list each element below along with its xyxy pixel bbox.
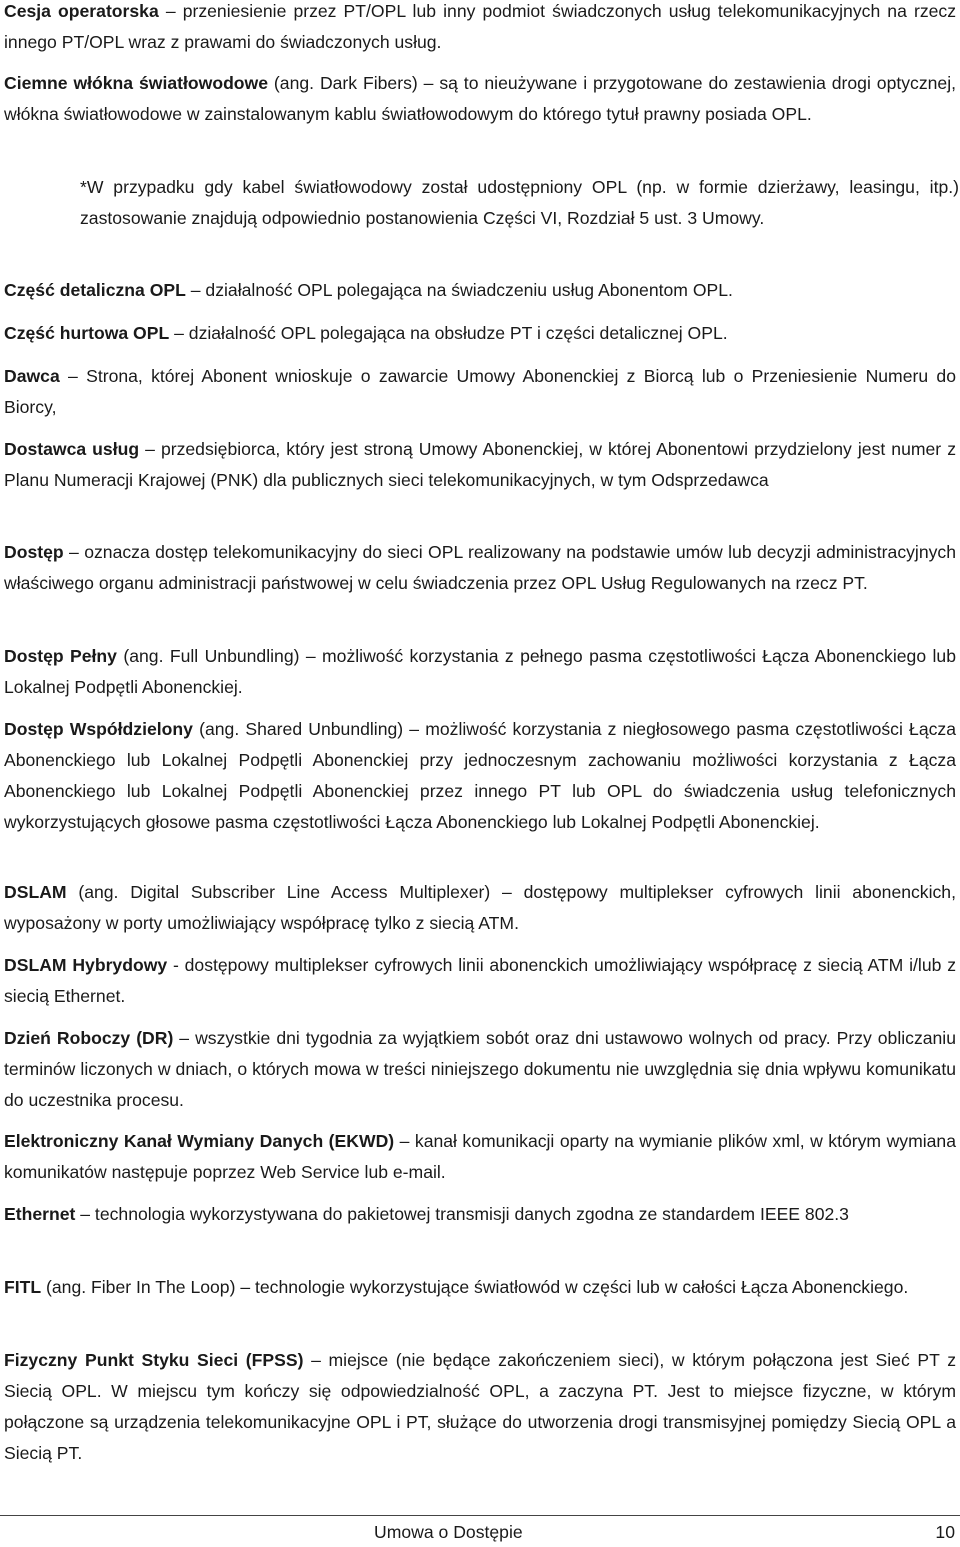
definition-fitl [4, 1272, 956, 1303]
definition-dostep-pelny [4, 641, 956, 703]
definition-dostep-wspoldzielony [4, 714, 956, 838]
definition-dzien-roboczy [4, 1023, 956, 1116]
definition-text: (ang. Digital Subscriber Line Access Multiplexer) – dostępowy multiplekser cyfrowych linii abonenckich, wyposażony w porty umożliwiający współpracę tylko z siecią ATM. [4, 882, 956, 933]
definition-term: Dawca [4, 366, 60, 386]
definition-text: – działalność OPL polegająca na obsłudze PT i części detalicznej OPL. [169, 323, 728, 343]
definition-term: FITL [4, 1277, 42, 1297]
definition-term: DSLAM [4, 882, 67, 902]
definition-term: Fizyczny Punkt Styku Sieci (FPSS) [4, 1350, 304, 1370]
definition-text: – działalność OPL polegająca na świadczeniu usług Abonentom OPL. [185, 280, 733, 300]
definition-term: Dzień Roboczy (DR) [4, 1028, 174, 1048]
definition-term: Elektroniczny Kanał Wymiany Danych (EKWD) [4, 1131, 395, 1151]
definition-term: DSLAM Hybrydowy [4, 955, 168, 975]
definition-term: Ciemne włókna światłowodowe [4, 73, 269, 93]
definition-term: Dostęp Współdzielony [4, 719, 193, 739]
definition-term: Dostęp Pełny [4, 646, 117, 666]
footer-document-title: Umowa o Dostępie [374, 1522, 523, 1542]
definition-dostep [4, 537, 956, 599]
footnote-text: *W przypadku gdy kabel światłowodowy został udostępniony OPL (np. w formie dzierżawy, leasingu, itp.) zastosowanie znajdują odpowiednio postanowienia Części VI, Rozdział 5 ust. 3 Umowy. [80, 177, 959, 228]
definition-text: – miejsce (nie będące zakończeniem sieci), w którym połączona jest Sieć PT z Siecią OPL. W miejscu tym kończy się odpowiedzialność OPL, a zaczyna PT. Jest to miejsce fizyczne, w którym połączone są urządzenia telekomunikacyjne OPL i PT, służące do utworzenia drogi transmisyjnej pomiędzy Siecią OPL a Siecią PT. [4, 1350, 956, 1463]
definition-term: Dostawca usług [4, 439, 140, 459]
definition-text: – technologia wykorzystywana do pakietowej transmisji danych zgodna ze standardem IEEE 802.3 [75, 1204, 849, 1224]
definition-text: – kanał komunikacji oparty na wymianie plików xml, w którym wymiana komunikatów następuje poprzez Web Service lub e-mail. [4, 1131, 956, 1182]
definition-text: (ang. Full Unbundling) – możliwość korzystania z pełnego pasma częstotliwości Łącza Abonenckiego lub Lokalnej Podpętli Abonenckiej. [4, 646, 956, 697]
footnote-kabel-swiatlowodowy [80, 172, 959, 234]
definition-dslam-hybrydowy [4, 950, 956, 1012]
footer-divider [0, 1515, 960, 1516]
definition-term: Część detaliczna OPL [4, 280, 186, 300]
definition-ekwd [4, 1126, 956, 1188]
definition-term: Ethernet [4, 1204, 76, 1224]
definition-text: – przedsiębiorca, który jest stroną Umowy Abonenckiej, w której Abonentowi przydzielony jest numer z Planu Numeracji Krajowej (PNK) dla publicznych sieci telekomunikacyjnych, w tym Odsprzedawca [4, 439, 956, 490]
definition-text: (ang. Fiber In The Loop) – technologie wykorzystujące światłowód w części lub w całości Łącza Abonenckiego. [41, 1277, 909, 1297]
definition-ethernet [4, 1199, 956, 1230]
definition-cesja-operatorska [4, 0, 956, 58]
definition-dslam [4, 877, 956, 939]
definition-czesc-detaliczna [4, 275, 956, 306]
definition-czesc-hurtowa [4, 318, 956, 349]
definition-text: - dostępowy multiplekser cyfrowych linii abonenckich umożliwiający współpracę z siecią ATM i/lub z siecią Ethernet. [4, 955, 956, 1006]
definition-term: Część hurtowa OPL [4, 323, 170, 343]
definition-text: (ang. Dark Fibers) – są to nieużywane i przygotowane do zestawienia drogi optycznej, włókna światłowodowe w zainstalowanym kablu światłowodowym do którego tytuł prawny posiada OPL. [4, 73, 956, 124]
definition-term: Dostęp [4, 542, 64, 562]
page-number: 10 [935, 1522, 955, 1542]
definition-term: Cesja operatorska [4, 1, 159, 21]
definition-dawca [4, 361, 956, 423]
definition-text: – Strona, której Abonent wnioskuje o zawarcie Umowy Abonenckiej z Biorcą lub o Przeniesienie Numeru do Biorcy, [4, 366, 956, 417]
definition-fpss [4, 1345, 956, 1469]
definition-dostawca-uslug [4, 434, 956, 496]
definition-text: – wszystkie dni tygodnia za wyjątkiem sobót oraz dni ustawowo wolnych od pracy. Przy obliczaniu terminów liczonych w dniach, o których mowa w treści niniejszego dokumentu nie uwzględnia się dnia wpływu komunikatu do uczestnika procesu. [4, 1028, 956, 1110]
definition-text: – przeniesienie przez PT/OPL lub inny podmiot świadczonych usług telekomunikacyjnych na rzecz innego PT/OPL wraz z prawami do świadczonych usług. [4, 1, 956, 52]
definition-text: (ang. Shared Unbundling) – możliwość korzystania z niegłosowego pasma częstotliwości Łącza Abonenckiego lub Lokalnej Podpętli Abonenckiej przy jednoczesnym zachowaniu możliwości korzystania z Łącza Abonenckiego lub Lokalnej Podpętli Abonenckiej przez innego PT lub OPL do świadczenia usług telefonicznych wykorzystujących głosowe pasma częstotliwości Łącza Abonenckiego lub Lokalnej Podpętli Abonenckiej. [4, 719, 956, 832]
definition-ciemne-wlokna [4, 68, 956, 130]
definition-text: – oznacza dostęp telekomunikacyjny do sieci OPL realizowany na podstawie umów lub decyzji administracyjnych właściwego organu administracji państwowej w celu świadczenia przez OPL Usług Regulowanych na rzecz PT. [4, 542, 956, 593]
